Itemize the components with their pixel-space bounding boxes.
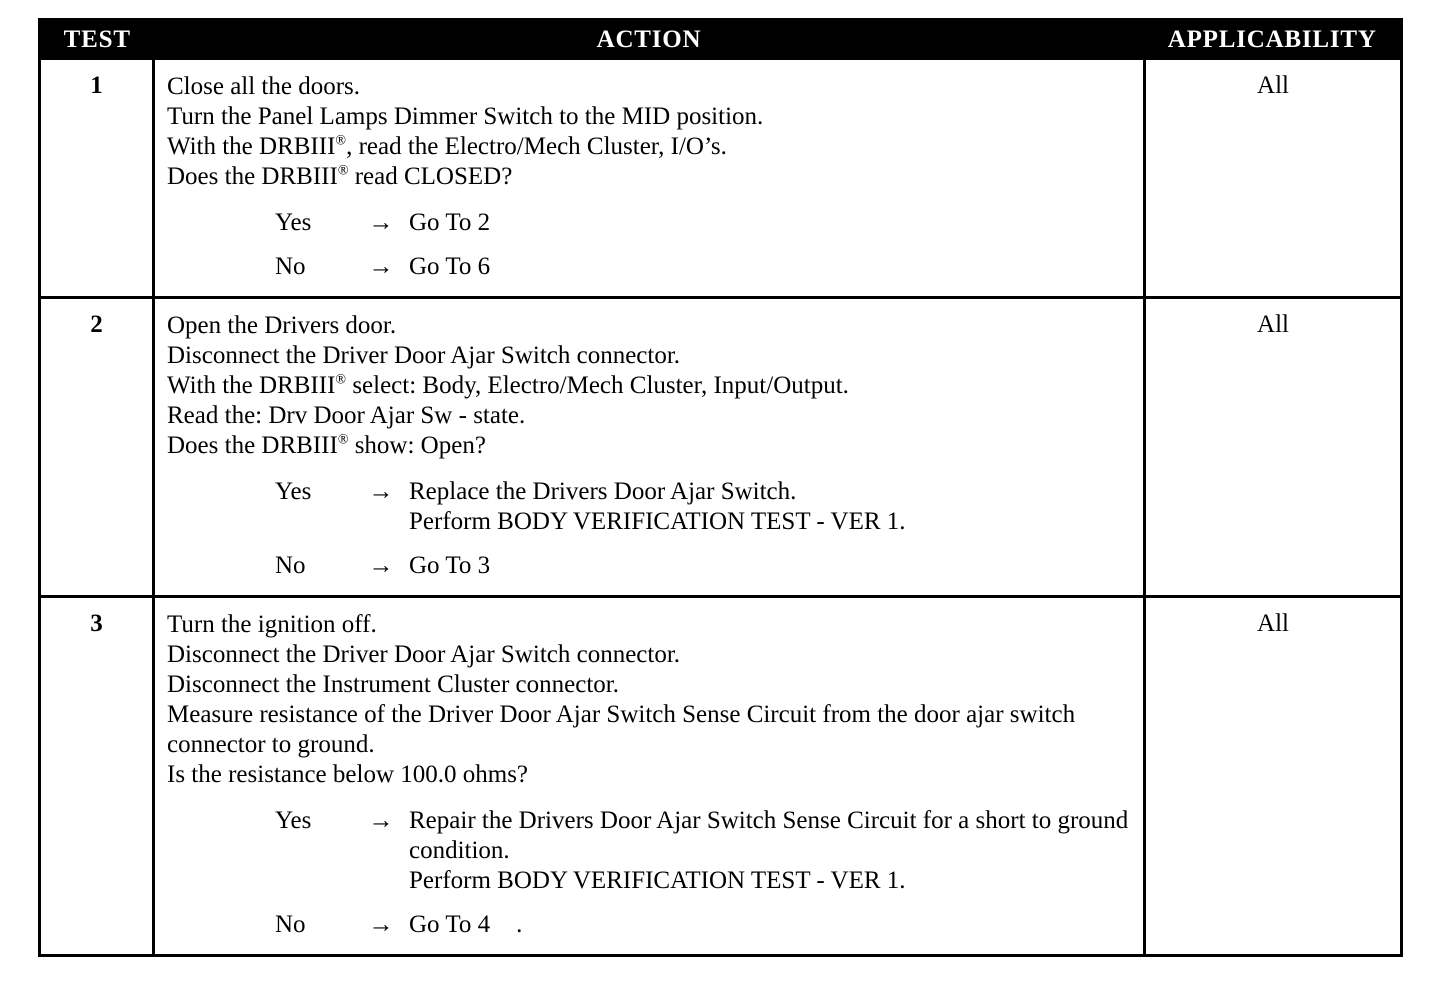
registered-mark-icon: ® bbox=[337, 163, 349, 179]
action-step: Does the DRBIII® read CLOSED? bbox=[167, 163, 513, 190]
answer-result-line: Perform BODY VERIFICATION TEST - VER 1. bbox=[409, 867, 906, 894]
action-step: Disconnect the Driver Door Ajar Switch connector. bbox=[167, 342, 681, 369]
arrow-right-icon: → bbox=[368, 209, 394, 236]
answer-result-line: Go To 2 bbox=[409, 209, 491, 236]
arrow-right-icon: → bbox=[368, 478, 394, 505]
action-step: Turn the ignition off. bbox=[167, 611, 377, 638]
answer-label: Yes bbox=[275, 209, 312, 236]
applicability-value: All bbox=[1257, 72, 1289, 99]
column-header-applicability: APPLICABILITY bbox=[1145, 20, 1402, 61]
action-step: Disconnect the Driver Door Ajar Switch connector. bbox=[167, 641, 681, 668]
answer-label: No bbox=[275, 911, 306, 938]
test-number: 3 bbox=[40, 597, 154, 956]
answer-result bbox=[409, 477, 1133, 537]
action-cell bbox=[154, 597, 1145, 956]
action-step: Disconnect the Instrument Cluster connector. bbox=[167, 671, 619, 698]
action-step: Does the DRBIII® show: Open? bbox=[167, 432, 486, 459]
answer-label: Yes bbox=[275, 807, 312, 834]
trailing-mark: . bbox=[516, 911, 523, 938]
answer-result-line: Go To 6 bbox=[409, 253, 491, 280]
arrow-right-icon: → bbox=[368, 253, 394, 280]
action-cell bbox=[154, 60, 1145, 298]
table-row bbox=[40, 298, 1402, 597]
table-row bbox=[40, 597, 1402, 956]
answer-result-line: Go To 3 bbox=[409, 552, 491, 579]
action-step: Close all the doors. bbox=[167, 73, 361, 100]
arrow-right-icon: → bbox=[368, 807, 394, 834]
answer-row bbox=[167, 806, 1133, 896]
answer-list bbox=[167, 477, 1133, 581]
answer-result bbox=[409, 252, 1133, 282]
applicability-value: All bbox=[1145, 597, 1402, 956]
answer-list bbox=[167, 208, 1133, 282]
table-header-row bbox=[40, 20, 1402, 61]
action-step: With the DRBIII® select: Body, Electro/Mech Cluster, Input/Output. bbox=[167, 372, 849, 399]
answer-result-line bbox=[409, 910, 1133, 940]
answer-row bbox=[167, 551, 1133, 581]
registered-mark-icon: ® bbox=[337, 432, 349, 448]
answer-label: No bbox=[275, 552, 306, 579]
answer-label: Yes bbox=[275, 478, 312, 505]
column-header-action: ACTION bbox=[154, 20, 1145, 61]
answer-result-text: Go To 4 bbox=[409, 911, 491, 938]
answer-result bbox=[409, 910, 1133, 940]
action-step: Measure resistance of the Driver Door Ajar Switch Sense Circuit from the door ajar switch connector to ground. bbox=[167, 701, 1076, 758]
answer-row bbox=[167, 208, 1133, 238]
test-number: 1 bbox=[40, 60, 154, 298]
answer-result-line: Repair the Drivers Door Ajar Switch Sense Circuit for a short to ground condition. bbox=[409, 807, 1129, 864]
action-step: With the DRBIII®, read the Electro/Mech Cluster, I/O’s. bbox=[167, 133, 727, 160]
arrow-right-icon: → bbox=[368, 911, 394, 938]
applicability-value: All bbox=[1145, 298, 1402, 597]
table-body bbox=[40, 60, 1402, 956]
answer-result-line: Replace the Drivers Door Ajar Switch. bbox=[409, 478, 797, 505]
answer-result-line: Perform BODY VERIFICATION TEST - VER 1. bbox=[409, 508, 906, 535]
diagnostic-test-table bbox=[38, 18, 1403, 957]
action-step: Is the resistance below 100.0 ohms? bbox=[167, 761, 529, 788]
answer-list bbox=[167, 806, 1133, 940]
table-row bbox=[40, 60, 1402, 298]
answer-label: No bbox=[275, 253, 306, 280]
column-header-test: TEST bbox=[40, 20, 154, 61]
table-header bbox=[40, 20, 1402, 61]
answer-result bbox=[409, 806, 1133, 896]
action-cell bbox=[154, 298, 1145, 597]
registered-mark-icon: ® bbox=[335, 372, 347, 388]
test-number: 2 bbox=[40, 298, 154, 597]
answer-row bbox=[167, 252, 1133, 282]
action-step: Read the: Drv Door Ajar Sw - state. bbox=[167, 402, 526, 429]
registered-mark-icon: ® bbox=[335, 133, 347, 149]
action-step: Open the Drivers door. bbox=[167, 312, 397, 339]
answer-result bbox=[409, 208, 1133, 238]
answer-row bbox=[167, 910, 1133, 940]
action-step: Turn the Panel Lamps Dimmer Switch to the MID position. bbox=[167, 103, 764, 130]
arrow-right-icon: → bbox=[368, 552, 394, 579]
answer-row bbox=[167, 477, 1133, 537]
answer-result bbox=[409, 551, 1133, 581]
